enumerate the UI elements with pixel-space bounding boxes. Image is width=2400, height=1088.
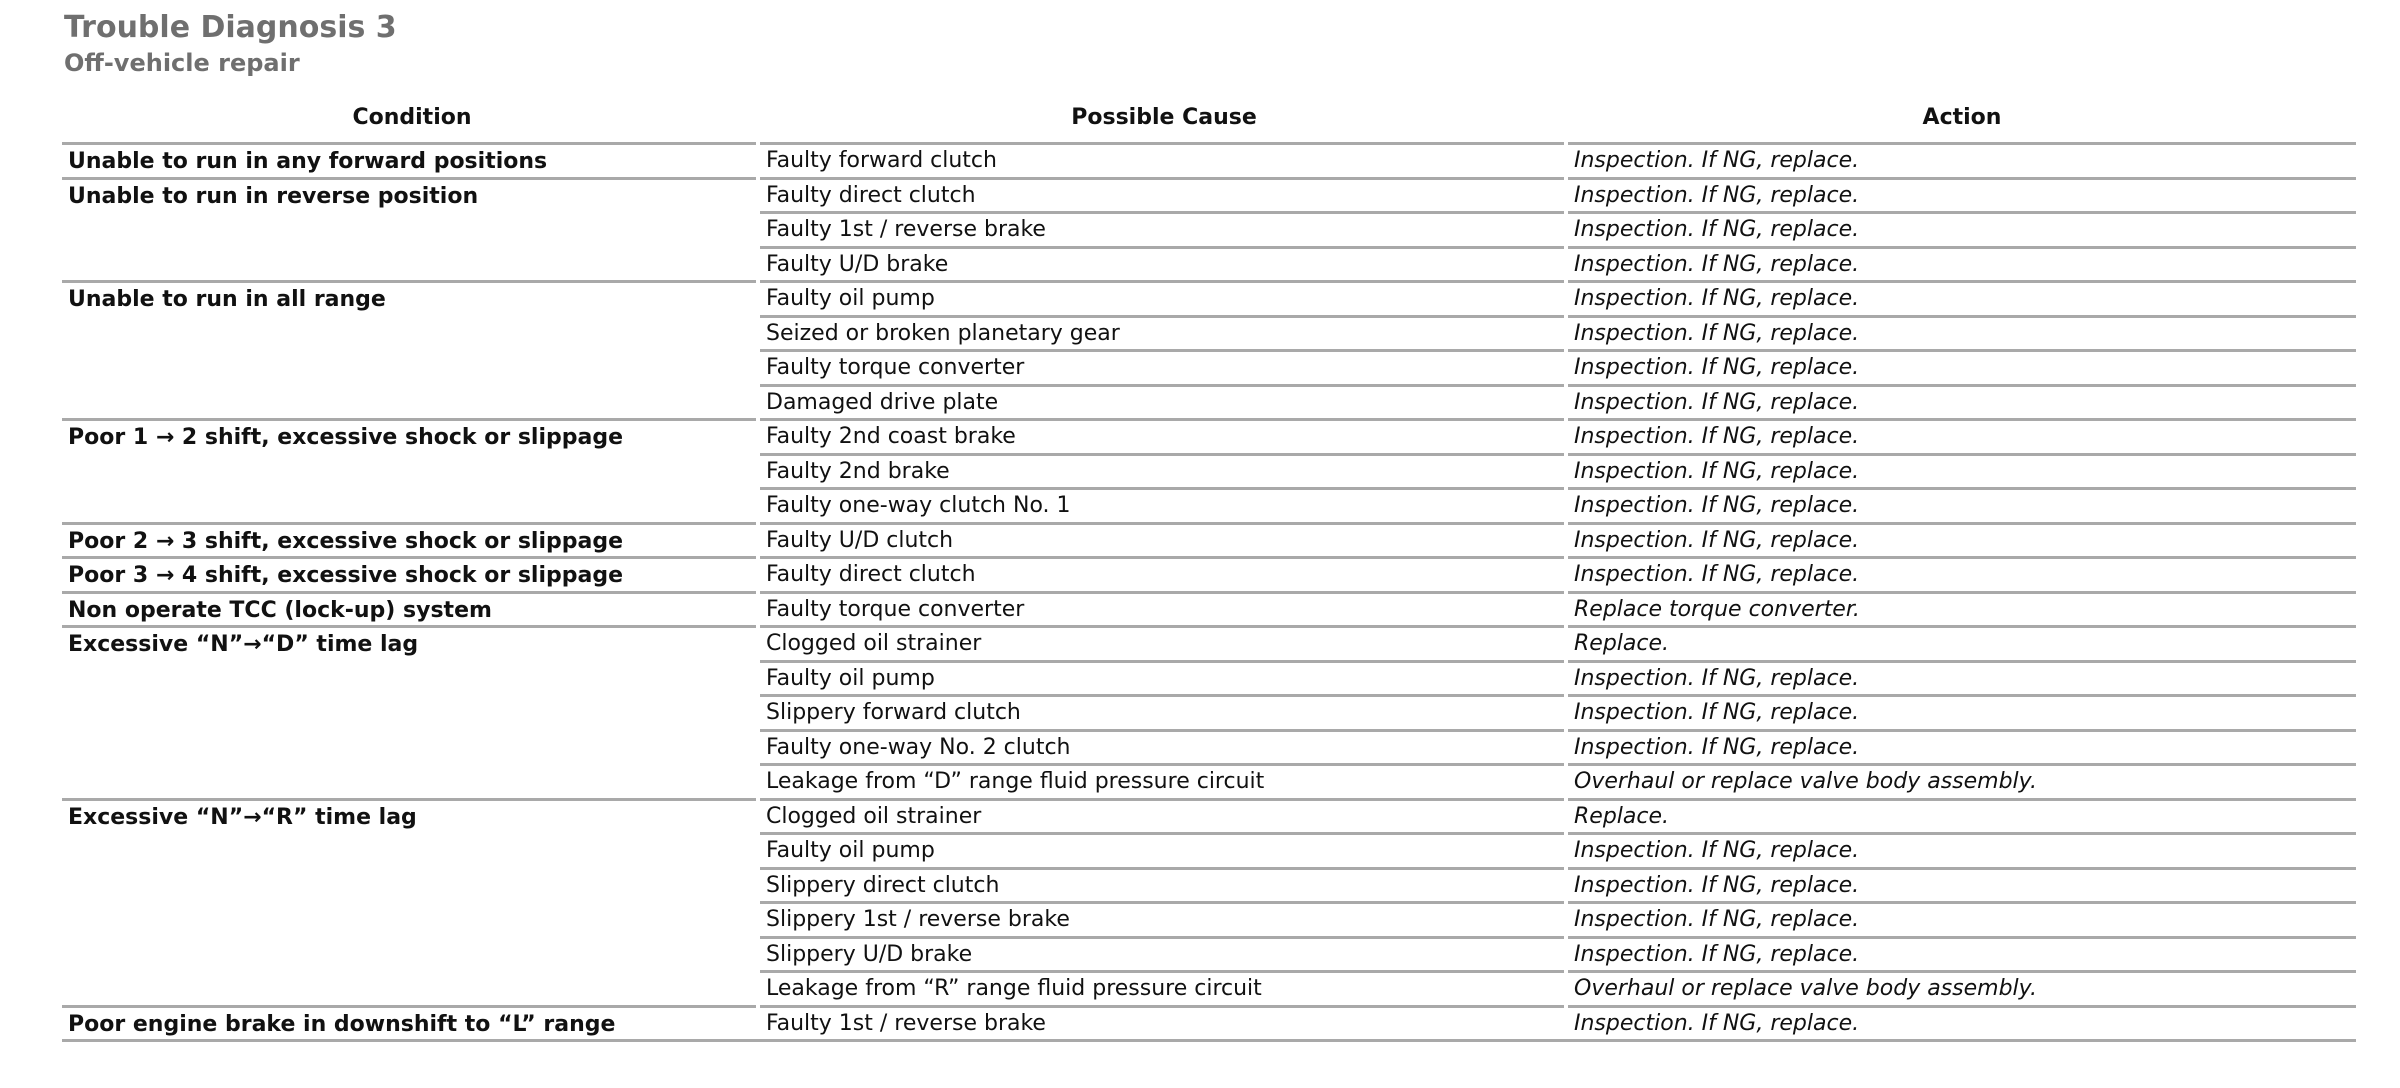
table-row [62,315,2356,350]
table-row [62,280,2356,315]
table-row [62,142,2356,177]
condition-group [62,177,2356,281]
condition-cell: Non operate TCC (lock-up) system [62,591,756,626]
cause-cell: Faulty oil pump [760,660,1564,695]
table-row [62,798,2356,833]
action-cell: Inspection. If NG, replace. [1568,211,2356,246]
condition-cell: Excessive “N”→“R” time lag [62,798,756,1005]
cause-cell: Faulty torque converter [760,349,1564,384]
cause-cell: Clogged oil strainer [760,625,1564,660]
condition-group [62,798,2356,1005]
header-possible-cause: Possible Cause [1071,105,1257,130]
condition-cell: Poor 2 → 3 shift, excessive shock or slippage [62,522,756,557]
condition-cell: Poor 3 → 4 shift, excessive shock or slippage [62,556,756,591]
cause-cell: Slippery forward clutch [760,694,1564,729]
action-cell: Inspection. If NG, replace. [1568,867,2356,902]
table-row [62,384,2356,419]
cause-cell: Faulty torque converter [760,591,1564,626]
action-cell: Inspection. If NG, replace. [1568,901,2356,936]
table-row [62,487,2356,522]
table-row [62,246,2356,281]
action-cell: Overhaul or replace valve body assembly. [1568,970,2356,1005]
cause-cell: Faulty one-way No. 2 clutch [760,729,1564,764]
cause-cell: Faulty oil pump [760,280,1564,315]
cause-cell: Clogged oil strainer [760,798,1564,833]
table-row [62,867,2356,902]
condition-cell: Excessive “N”→“D” time lag [62,625,756,798]
table-row [62,936,2356,971]
action-cell: Overhaul or replace valve body assembly. [1568,763,2356,798]
diagnosis-table [62,98,2356,1042]
cause-cell: Faulty 1st / reverse brake [760,1005,1564,1040]
table-row [62,694,2356,729]
cause-cell: Leakage from “R” range fluid pressure circuit [760,970,1564,1005]
table-row [62,660,2356,695]
action-cell: Inspection. If NG, replace. [1568,832,2356,867]
cause-cell: Faulty forward clutch [760,142,1564,177]
action-cell: Inspection. If NG, replace. [1568,315,2356,350]
condition-group [62,591,2356,626]
condition-cell: Poor 1 → 2 shift, excessive shock or slippage [62,418,756,522]
action-cell: Inspection. If NG, replace. [1568,246,2356,281]
action-cell: Inspection. If NG, replace. [1568,1005,2356,1040]
table-row [62,418,2356,453]
action-cell: Replace. [1568,798,2356,833]
cause-cell: Leakage from “D” range fluid pressure circuit [760,763,1564,798]
cause-cell: Faulty oil pump [760,832,1564,867]
condition-group [62,625,2356,798]
table-row [62,349,2356,384]
condition-group [62,556,2356,591]
condition-cell: Unable to run in reverse position [62,177,756,281]
action-cell: Inspection. If NG, replace. [1568,142,2356,177]
cause-cell: Damaged drive plate [760,384,1564,419]
cause-cell: Faulty 2nd brake [760,453,1564,488]
table-row [62,591,2356,626]
cause-cell: Faulty one-way clutch No. 1 [760,487,1564,522]
cause-cell: Faulty U/D brake [760,246,1564,281]
condition-group [62,142,2356,177]
action-cell: Replace. [1568,625,2356,660]
action-cell: Inspection. If NG, replace. [1568,487,2356,522]
table-row [62,763,2356,798]
table-row [62,177,2356,212]
cause-cell: Faulty direct clutch [760,177,1564,212]
action-cell: Replace torque converter. [1568,591,2356,626]
table-row [62,1005,2356,1040]
cause-cell: Slippery U/D brake [760,936,1564,971]
action-cell: Inspection. If NG, replace. [1568,522,2356,557]
table-body [62,142,2356,1039]
table-row [62,625,2356,660]
table-header [62,98,2356,142]
condition-group [62,522,2356,557]
action-cell: Inspection. If NG, replace. [1568,453,2356,488]
table-row [62,970,2356,1005]
condition-group [62,1005,2356,1040]
action-cell: Inspection. If NG, replace. [1568,936,2356,971]
condition-cell: Poor engine brake in downshift to “L” range [62,1005,756,1040]
condition-cell: Unable to run in all range [62,280,756,418]
cause-cell: Seized or broken planetary gear [760,315,1564,350]
cause-cell: Faulty 2nd coast brake [760,418,1564,453]
header-condition: Condition [352,105,472,130]
table-row [62,211,2356,246]
table-row [62,832,2356,867]
condition-cell: Unable to run in any forward positions [62,142,756,177]
action-cell: Inspection. If NG, replace. [1568,384,2356,419]
header-action: Action [1922,105,2002,130]
condition-group [62,418,2356,522]
action-cell: Inspection. If NG, replace. [1568,660,2356,695]
cause-cell: Slippery 1st / reverse brake [760,901,1564,936]
table-row [62,556,2356,591]
cause-cell: Faulty direct clutch [760,556,1564,591]
action-cell: Inspection. If NG, replace. [1568,177,2356,212]
page-subtitle: Off-vehicle repair [64,49,300,77]
condition-group [62,280,2356,418]
table-row [62,453,2356,488]
table-row [62,729,2356,764]
action-cell: Inspection. If NG, replace. [1568,729,2356,764]
cause-cell: Slippery direct clutch [760,867,1564,902]
cause-cell: Faulty U/D clutch [760,522,1564,557]
action-cell: Inspection. If NG, replace. [1568,418,2356,453]
page-title: Trouble Diagnosis 3 [64,10,397,45]
action-cell: Inspection. If NG, replace. [1568,694,2356,729]
cause-cell: Faulty 1st / reverse brake [760,211,1564,246]
table-row [62,901,2356,936]
action-cell: Inspection. If NG, replace. [1568,349,2356,384]
action-cell: Inspection. If NG, replace. [1568,280,2356,315]
table-row [62,522,2356,557]
action-cell: Inspection. If NG, replace. [1568,556,2356,591]
